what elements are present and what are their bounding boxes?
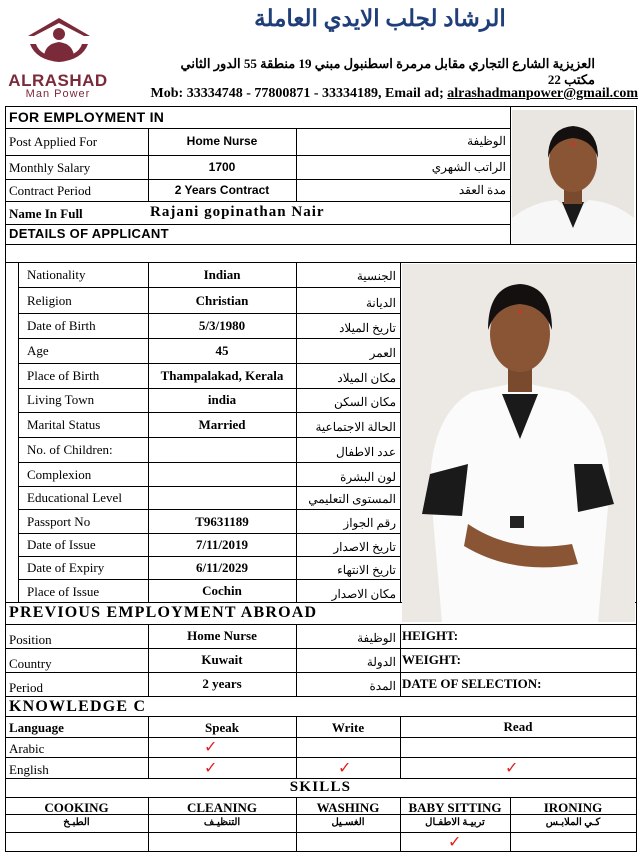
logo-name: ALRASHAD — [8, 71, 108, 90]
field-label-arabic: رقم الجواز — [343, 516, 396, 530]
name-label: Name In Full — [9, 206, 83, 221]
field-label-arabic: لون البشرة — [340, 470, 396, 484]
field-label-arabic: تاريخ الاصدار — [333, 540, 396, 554]
logo-subtitle: Man Power — [25, 88, 91, 100]
field-label: Educational Level — [27, 490, 122, 505]
field-label-arabic: العمر — [369, 346, 396, 360]
field-label-arabic: الديانة — [365, 296, 396, 310]
contact-numbers: Mob: 33334748 - 77800871 - 33334189, Email ad; — [150, 86, 448, 101]
skill-label-arabic: كـي الملابـس — [545, 817, 601, 828]
date-of-selection-label: DATE OF SELECTION: — [402, 676, 542, 691]
field-label-arabic: تاريخ الميلاد — [339, 321, 396, 335]
field-label-arabic: مكان الاصدار — [331, 587, 396, 601]
language-label: English — [9, 762, 49, 777]
skill-label-arabic: تربيـة الاطفـال — [425, 817, 485, 828]
name-value: Rajani gopinathan Nair — [150, 204, 325, 220]
field-label-arabic: الجنسية — [356, 269, 396, 283]
contact-line — [118, 86, 638, 102]
applicant-full-photo — [402, 264, 635, 622]
field-label-arabic: مكان السكن — [334, 395, 396, 409]
field-value: Indian — [203, 267, 241, 282]
field-label: Religion — [27, 293, 72, 308]
field-value: 2 years — [202, 676, 242, 691]
field-value: 5/3/1980 — [198, 318, 246, 333]
details-heading: DETAILS OF APPLICANT — [9, 226, 169, 241]
field-label-arabic: مكان الميلاد — [337, 371, 396, 385]
employment-heading: FOR EMPLOYMENT IN — [9, 109, 165, 125]
field-label-arabic: عدد الاطفال — [336, 445, 396, 459]
skill-label: BABY SITTING — [408, 800, 502, 815]
check-icon: ✓ — [338, 758, 352, 777]
field-label: Post Applied For — [9, 134, 98, 149]
field-value: Thampalakad, Kerala — [160, 368, 284, 383]
field-label: Position — [9, 632, 52, 647]
knowledge-heading: KNOWLEDGE C — [9, 698, 147, 715]
field-value: Cochin — [202, 583, 242, 598]
field-label-arabic: الحالة الاجتماعية — [315, 420, 396, 434]
check-icon: ✓ — [505, 758, 519, 777]
field-value: 45 — [215, 343, 229, 358]
field-value: 6/11/2029 — [195, 560, 248, 575]
field-label: Nationality — [27, 267, 86, 282]
skill-label: IRONING — [543, 800, 603, 815]
field-label-arabic: الوظيفة — [357, 631, 396, 645]
field-label: Date of Issue — [27, 537, 96, 552]
field-label: Place of Birth — [27, 368, 100, 383]
height-label: HEIGHT: — [402, 628, 459, 643]
company-address-arabic: العزيزية الشارع التجاري مقابل مرمرة اسطنبول مبني 19 منطقة 55 الدور الثاني مكتب 22 — [180, 56, 595, 87]
field-label-arabic: المدة — [369, 679, 396, 693]
skill-label-arabic: التنظيـف — [203, 817, 241, 828]
field-label: No. of Children: — [27, 442, 113, 457]
company-title-arabic: الرشاد لجلب الايدي العاملة — [254, 6, 506, 31]
language-label: Arabic — [9, 741, 45, 756]
field-label: Living Town — [27, 392, 95, 407]
field-label-arabic: مدة العقد — [458, 183, 506, 197]
field-value: india — [207, 392, 237, 407]
skills-heading: SKILLS — [289, 779, 352, 795]
field-value: 7/11/2019 — [195, 537, 248, 552]
field-label-arabic: تاريخ الانتهاء — [337, 563, 396, 577]
field-label: Complexion — [27, 467, 92, 482]
column-header: Read — [503, 719, 533, 734]
field-label: Period — [9, 680, 43, 695]
field-label: Date of Expiry — [27, 560, 105, 575]
field-value: T9631189 — [195, 514, 249, 529]
skill-label-arabic: الغسـيل — [331, 817, 365, 828]
column-header: Language — [9, 720, 64, 735]
previous-employment-heading: PREVIOUS EMPLOYMENT ABROAD — [9, 604, 318, 621]
company-logo-icon — [22, 14, 96, 66]
email-link[interactable]: alrashadmanpower@gmail.com — [447, 86, 638, 101]
field-value: Home Nurse — [186, 134, 258, 148]
field-label: Marital Status — [27, 417, 101, 432]
field-label: Date of Birth — [27, 318, 96, 333]
field-label-arabic: الدولة — [366, 655, 396, 669]
skill-label: WASHING — [316, 800, 380, 815]
applicant-portrait-photo — [512, 110, 634, 243]
weight-label: WEIGHT: — [402, 652, 461, 667]
field-value: Christian — [195, 293, 249, 308]
check-icon: ✓ — [204, 758, 218, 777]
field-value: 2 Years Contract — [174, 183, 270, 197]
field-value: Home Nurse — [187, 628, 257, 643]
column-header: Speak — [205, 720, 239, 735]
field-label-arabic: المستوى التعليمي — [308, 492, 396, 506]
field-label: Passport No — [27, 514, 91, 529]
column-header: Write — [331, 720, 365, 735]
skill-label-arabic: الطبـخ — [63, 817, 90, 828]
skill-label: COOKING — [44, 800, 109, 815]
field-label: Age — [27, 343, 49, 358]
field-label: Contract Period — [9, 183, 91, 198]
field-label: Monthly Salary — [9, 160, 91, 175]
field-value: Married — [198, 417, 246, 432]
field-value: Kuwait — [201, 652, 243, 667]
field-label: Country — [9, 656, 52, 671]
field-label-arabic: الوظيفة — [467, 134, 506, 148]
check-icon: ✓ — [204, 737, 218, 756]
skill-label: CLEANING — [186, 800, 258, 815]
field-label-arabic: الراتب الشهري — [431, 160, 506, 174]
field-value: 1700 — [208, 160, 236, 174]
check-icon: ✓ — [448, 832, 462, 851]
field-label: Place of Issue — [27, 584, 100, 599]
